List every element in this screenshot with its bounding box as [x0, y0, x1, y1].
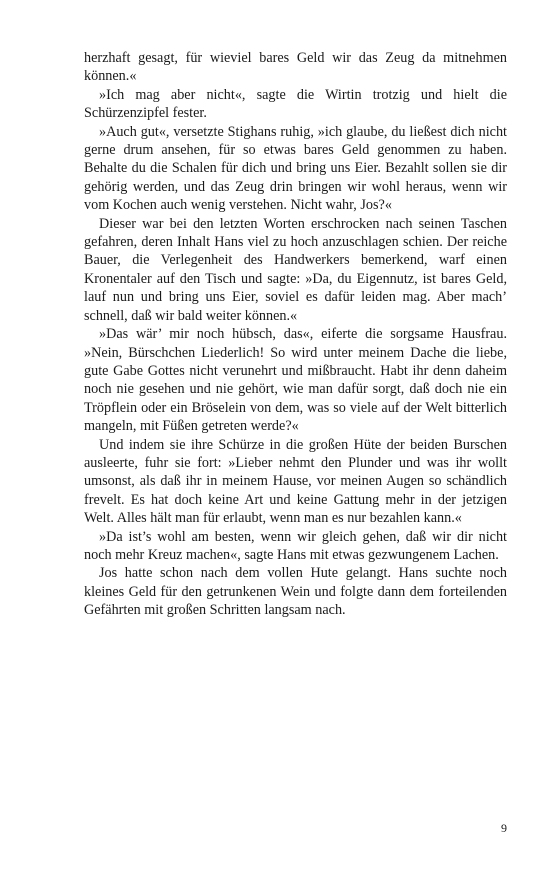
paragraph: Dieser war bei den letzten Worten erschrocken nach seinen Taschen gefahren, deren Inhalt Hans viel zu hoch anzuschlagen schien. Der reiche Bauer, die Verlegenheit des Handwerkers bemerkend, warf einen Kronentaler auf den Tisch und sagte: »Da, du Eigennutz, ist bares Geld, lauf nun und bring uns Eier, soviel es dafür leiden mag. Aber mach’ schnell, daß wir bald weiter können.« [84, 215, 507, 324]
paragraph: »Das wär’ mir noch hübsch, das«, eiferte die sorgsame Hausfrau. »Nein, Bürschchen Liederlich! So wird unter meinem Dache die liebe, gute Gabe Gottes nicht verunehrt und mißbraucht. Habt ihr denn daheim noch nie gesehen und nie gehört, wie man dafür sorgt, daß doch nie ein Tröpflein oder ein Bröselein von dem, was so viele auf der Welt bitterlich mangeln, mit Füßen getreten werde?« [84, 326, 507, 435]
paragraph: herzhaft gesagt, für wieviel bares Geld wir das Zeug da mitnehmen können.« [84, 50, 507, 85]
paragraph: »Da ist’s wohl am besten, wenn wir gleich gehen, daß wir dir nicht noch mehr Kreuz machen«, sagte Hans mit etwas gezwungenem Lachen. [84, 528, 507, 563]
paragraph: »Ich mag aber nicht«, sagte die Wirtin trotzig und hielt die Schürzenzipfel fester. [84, 86, 507, 122]
paragraph: »Auch gut«, versetzte Stighans ruhig, »ich glaube, du ließest dich nicht gerne drum ansehen, für so etwas bares Geld genommen zu haben. Behalte du die Schalen für dich und bring uns Eier. Bezahlt sollen sie dir gehörig werden, und das Zeug drin bringen wir wohl heraus, wenn wir vom Kochen auch wenig verstehen. Nicht wahr, Jos?« [84, 123, 507, 214]
paragraph: Und indem sie ihre Schürze in die großen Hüte der beiden Burschen ausleerte, fuhr sie fort: »Lieber nehmt den Plunder und was ihr wollt umsonst, als daß ihr in meinem Hause, vor meinen Augen so schändlich frevelt. Es hat doch keine Art und keine Gattung mehr in der jetzigen Welt. Alles hält man für erlaubt, wenn man es nur bezahlen kann.« [84, 436, 507, 527]
body-text [84, 49, 507, 620]
paragraph: Jos hatte schon nach dem vollen Hute gelangt. Hans suchte noch kleines Geld für den getrunkenen Wein und folgte dann dem forteilenden Gefährten mit großen Schritten langsam nach. [84, 565, 507, 619]
page-number: 9 [501, 821, 507, 835]
